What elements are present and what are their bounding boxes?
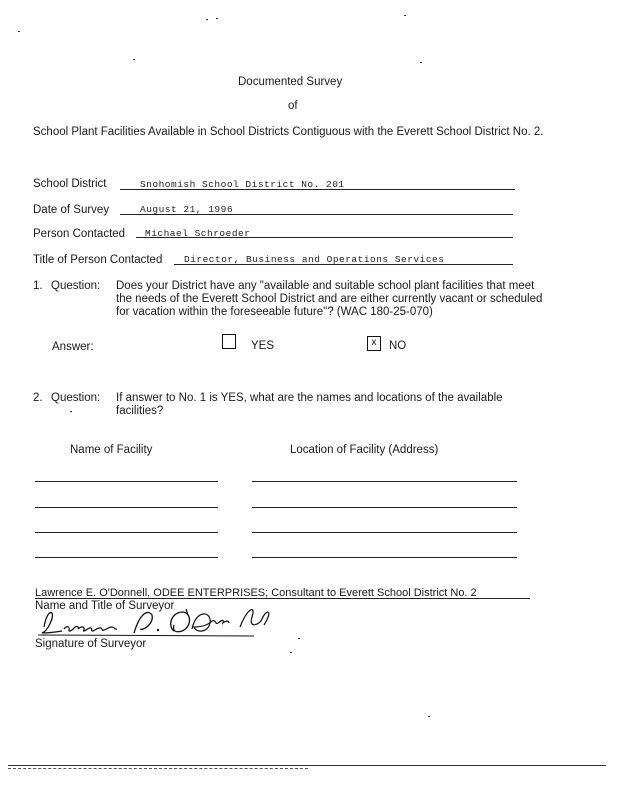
yes-checkbox[interactable] [222,334,236,349]
facility-name-line [35,532,218,533]
question2-number: 2. [33,392,43,404]
bottom-scan-line [8,765,606,766]
facility-location-line [252,481,517,482]
date-value: August 21, 1996 [140,204,234,215]
date-underline [120,214,513,215]
title-underline [174,264,513,265]
no-checkbox[interactable]: x [367,336,381,351]
scan-speck [18,31,20,32]
surveyor-underline [35,598,530,599]
contact-value: Michael Schroeder [145,228,251,239]
scan-speck [290,652,292,653]
question2-text: If answer to No. 1 is YES, what are the names and locations of the available facilities? [116,392,503,417]
question2-label: Question: [51,392,101,404]
facility-name-line [35,507,218,508]
question1-number: 1. [33,280,43,292]
scan-speck [420,62,422,63]
contact-label: Person Contacted [33,228,126,240]
scan-speck [133,59,135,60]
title-of: of [288,100,298,112]
col-location-header: Location of Facility (Address) [290,444,439,456]
signature-label: Signature of Surveyor [35,638,147,650]
scan-speck [206,19,208,20]
date-label: Date of Survey [33,204,110,216]
title-label: Title of Person Contacted [33,254,163,266]
facility-location-line [252,507,517,508]
contact-underline [136,237,513,238]
col-name-header: Name of Facility [70,444,153,456]
district-label: School District [33,178,107,190]
facility-name-line [35,557,218,558]
yes-label: YES [251,340,275,352]
facility-location-line [252,557,517,558]
surveyor-name-label: Name and Title of Surveyor [35,600,175,612]
bottom-scan-line [8,768,308,769]
district-underline [120,189,515,190]
no-label: NO [389,340,407,352]
title-value: Director, Business and Operations Services [184,254,445,265]
scan-speck [404,15,406,16]
scan-speck [298,638,300,639]
question1-label: Question: [51,280,101,292]
scan-speck [70,411,72,412]
document-title: Documented Survey [238,76,343,88]
signature-image [36,603,276,643]
surveyor-name-title: Lawrence E. O'Donnell, ODEE ENTERPRISES; Consultant to Everett School District No. 2 [35,587,477,599]
facility-name-line [35,481,218,482]
facility-location-line [252,532,517,533]
district-value: Snohomish School District No. 201 [140,179,345,190]
scan-speck [428,716,430,717]
scan-speck [216,18,218,19]
question1-text: Does your District have any "available and suitable school plant facilities that meet the needs of the Everett School District and are either currently vacant or scheduled for vacation within the foreseeable future"? (WAC 180-25-070) [116,280,543,318]
survey-subject: School Plant Facilities Available in School Districts Contiguous with the Everett School District No. 2. [33,126,544,138]
signature-text [1,0,2,1]
answer-label: Answer: [52,341,94,353]
